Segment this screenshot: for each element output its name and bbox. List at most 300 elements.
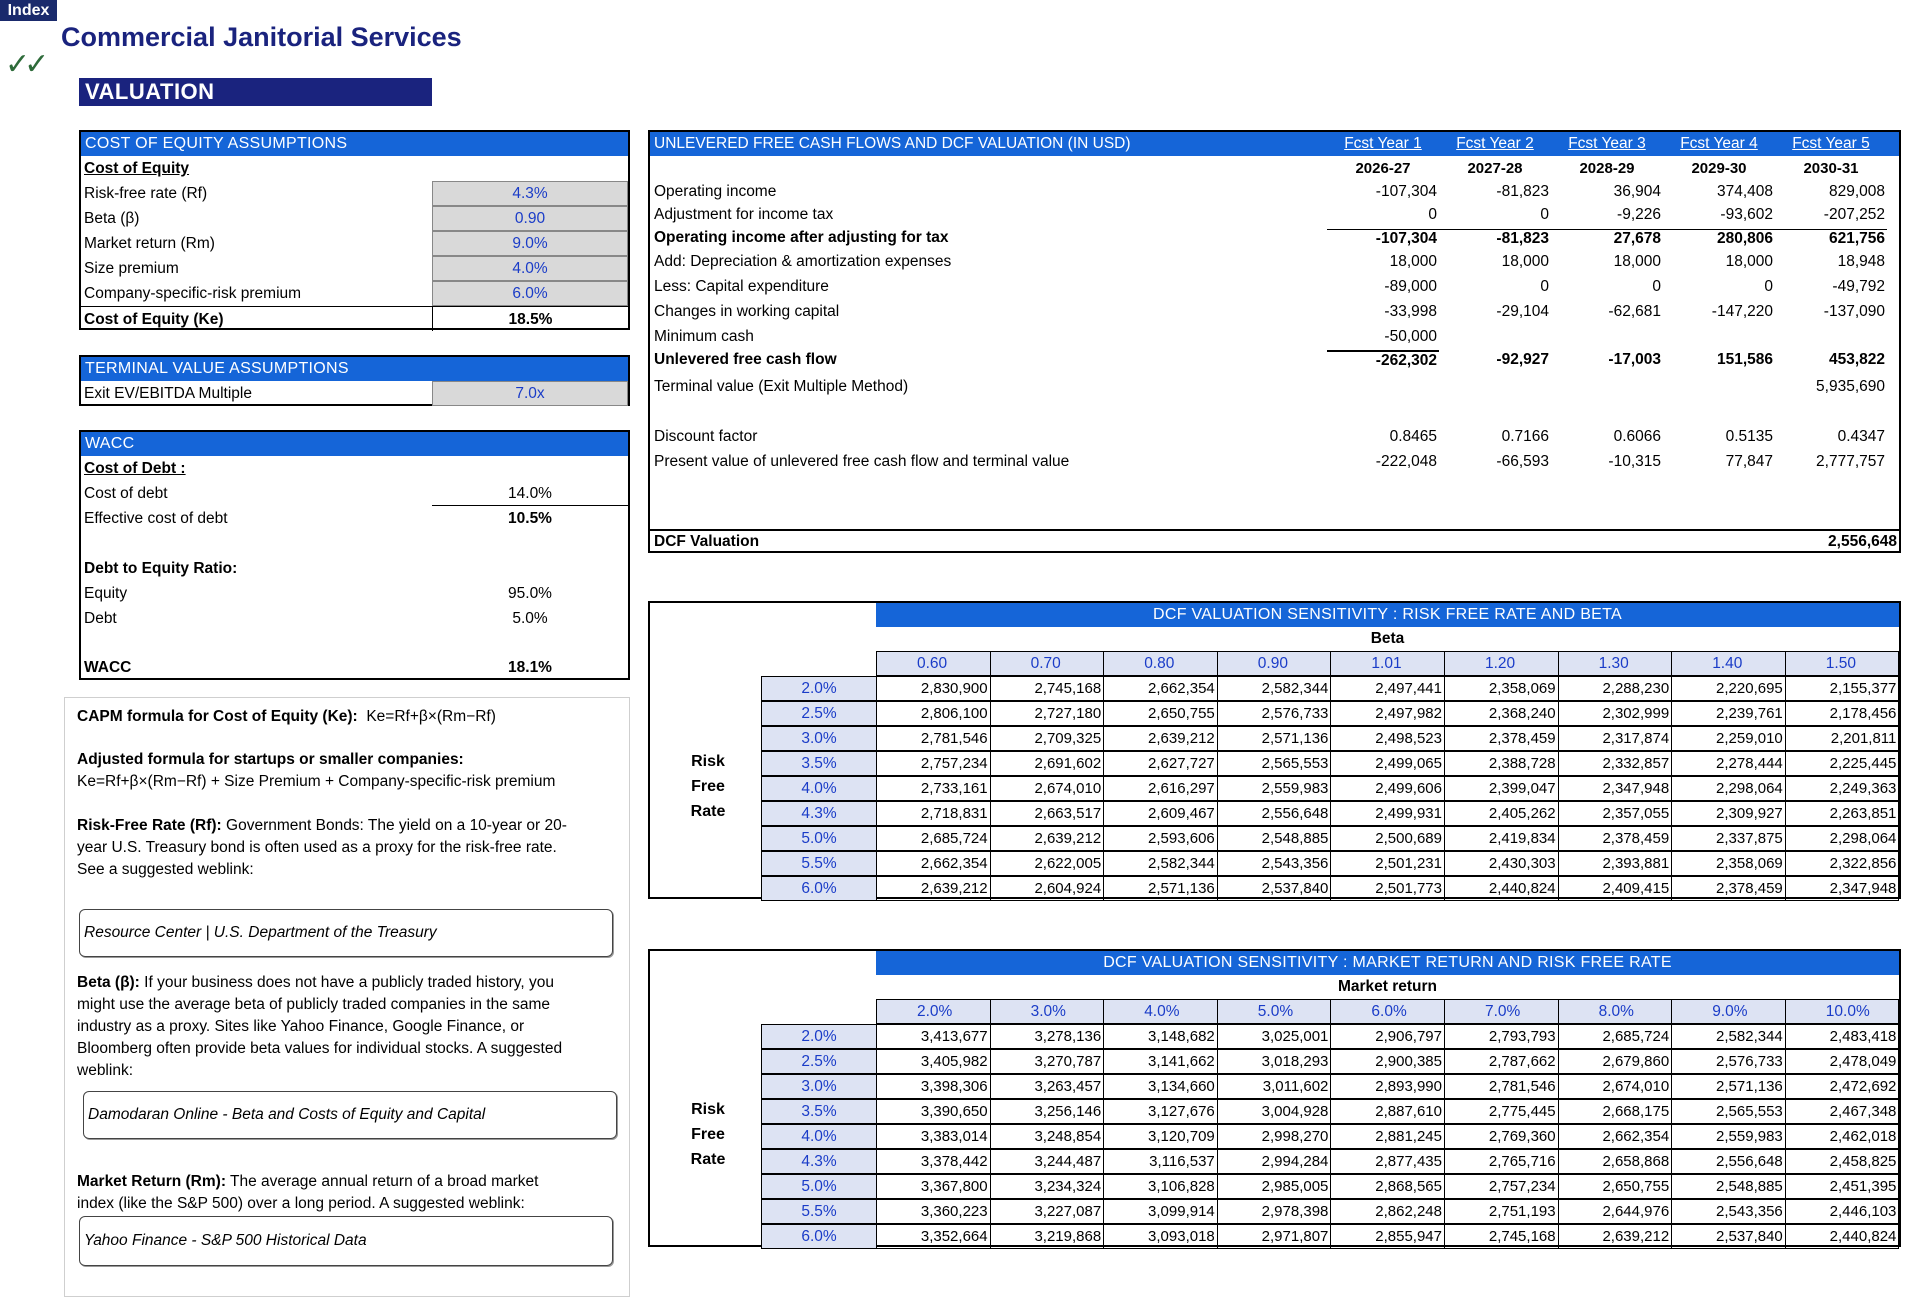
sensitivity-cell: 3,367,800 xyxy=(876,1174,991,1199)
sensitivity-cell: 2,499,606 xyxy=(1330,776,1445,801)
sensitivity-cell: 2,576,733 xyxy=(1671,1049,1786,1074)
sensitivity-cell: 2,201,811 xyxy=(1785,726,1900,751)
size-premium-input[interactable]: 4.0% xyxy=(432,256,628,281)
sensitivity-cell: 2,639,212 xyxy=(876,876,991,901)
sensitivity-cell: 2,576,733 xyxy=(1217,701,1332,726)
sensitivity-cell: 2,440,824 xyxy=(1444,876,1559,901)
sensitivity-cell: 2,499,065 xyxy=(1330,751,1445,776)
column-header: 3.0% xyxy=(990,999,1105,1024)
dcf-cell: 18,948 xyxy=(1837,253,1885,270)
sensitivity-cell: 2,409,415 xyxy=(1558,876,1673,901)
sensitivity-cell: 2,679,860 xyxy=(1558,1049,1673,1074)
column-header: 1.01 xyxy=(1330,651,1445,676)
row-axis-label: Risk xyxy=(691,1101,725,1118)
sensitivity-cell: 2,565,553 xyxy=(1217,751,1332,776)
adjusted-heading: Adjusted formula for startups or smaller companies: xyxy=(77,751,464,768)
yahoo-finance-link[interactable]: Yahoo Finance - S&P 500 Historical Data xyxy=(79,1216,613,1266)
dcf-cell: 0 xyxy=(1652,278,1661,295)
sensitivity-cell: 2,709,325 xyxy=(990,726,1105,751)
dcf-row-label: Operating income after adjusting for tax xyxy=(654,229,949,246)
sensitivity-cell: 2,249,363 xyxy=(1785,776,1900,801)
dcf-cell: 151,586 xyxy=(1716,351,1773,368)
sensitivity-risk-free-beta xyxy=(648,601,1901,899)
sensitivity-cell: 2,446,103 xyxy=(1785,1199,1900,1224)
dcf-cell: 0.4347 xyxy=(1837,428,1885,445)
dcf-valuation-value: 2,556,648 xyxy=(1828,533,1897,550)
dcf-cell: -81,823 xyxy=(1496,183,1549,200)
column-axis-label: Beta xyxy=(1370,630,1405,647)
sensitivity-cell: 3,018,293 xyxy=(1217,1049,1332,1074)
sensitivity-cell: 2,877,435 xyxy=(1330,1149,1445,1174)
sensitivity-cell: 2,497,441 xyxy=(1330,676,1445,701)
wacc-panel xyxy=(79,430,630,680)
company-risk-premium-input[interactable]: 6.0% xyxy=(432,281,628,306)
coe-label: Market return (Rm) xyxy=(84,235,215,252)
sensitivity-cell: 3,270,787 xyxy=(990,1049,1105,1074)
cost-of-equity-panel xyxy=(79,130,630,330)
sensitivity-cell: 3,405,982 xyxy=(876,1049,991,1074)
sensitivity-cell: 2,347,948 xyxy=(1558,776,1673,801)
sensitivity-cell: 2,757,234 xyxy=(1444,1174,1559,1199)
sensitivity-cell: 3,360,223 xyxy=(876,1199,991,1224)
sensitivity-cell: 2,548,885 xyxy=(1217,826,1332,851)
wacc-total-label: WACC xyxy=(84,659,132,676)
dcf-cell: -49,792 xyxy=(1832,278,1885,295)
sensitivity-cell: 2,239,761 xyxy=(1671,701,1786,726)
dcf-valuation-label: DCF Valuation xyxy=(654,533,760,550)
column-header: 0.80 xyxy=(1103,651,1218,676)
dcf-cell: 621,756 xyxy=(1775,229,1887,248)
sensitivity-cell: 2,543,356 xyxy=(1671,1199,1786,1224)
sensitivity-cell: 3,244,487 xyxy=(990,1149,1105,1174)
sensitivity-cell: 2,971,807 xyxy=(1217,1224,1332,1249)
dcf-cell: -89,000 xyxy=(1384,278,1437,295)
sensitivity-cell: 2,178,456 xyxy=(1785,701,1900,726)
sensitivity-cell: 2,347,948 xyxy=(1785,876,1900,901)
sensitivity-cell: 2,616,297 xyxy=(1103,776,1218,801)
dcf-cell: -147,220 xyxy=(1711,303,1773,320)
dcf-row-label: Present value of unlevered free cash flow and terminal value xyxy=(654,453,1070,470)
sensitivity-cell: 2,751,193 xyxy=(1444,1199,1559,1224)
beta-text: industry as a proxy. Sites like Yahoo Finance, Google Finance, or xyxy=(77,1018,525,1035)
sensitivity-cell: 2,559,983 xyxy=(1217,776,1332,801)
sensitivity-cell: 2,609,467 xyxy=(1103,801,1218,826)
sensitivity-cell: 2,745,168 xyxy=(1444,1224,1559,1249)
dcf-cell: 0.6066 xyxy=(1613,428,1661,445)
column-header: 1.50 xyxy=(1785,651,1900,676)
market-return-heading: Market Return (Rm): xyxy=(77,1173,226,1190)
row-header: 5.0% xyxy=(761,1174,877,1199)
row-header: 4.3% xyxy=(761,801,877,826)
sensitivity-cell: 2,378,459 xyxy=(1444,726,1559,751)
sensitivity-cell: 2,862,248 xyxy=(1330,1199,1445,1224)
sensitivity-cell: 2,781,546 xyxy=(1444,1074,1559,1099)
column-header: 1.40 xyxy=(1671,651,1786,676)
sensitivity-cell: 2,288,230 xyxy=(1558,676,1673,701)
sensitivity-cell: 2,668,175 xyxy=(1558,1099,1673,1124)
sensitivity-cell: 2,571,136 xyxy=(1671,1074,1786,1099)
column-header: 9.0% xyxy=(1671,999,1786,1024)
year-label: Fcst Year 1 xyxy=(1344,135,1422,152)
sensitivity-cell: 2,556,648 xyxy=(1671,1149,1786,1174)
debt-value: 5.0% xyxy=(512,610,548,627)
wacc-header: WACC xyxy=(81,432,628,456)
cost-of-equity-subheader: Cost of Equity xyxy=(84,160,190,177)
year-period: 2026-27 xyxy=(1355,160,1411,177)
column-header: 0.90 xyxy=(1217,651,1332,676)
dcf-cell: 27,678 xyxy=(1551,229,1663,248)
row-header: 3.5% xyxy=(761,751,877,776)
column-header: 0.70 xyxy=(990,651,1105,676)
dcf-cell: 0.8465 xyxy=(1389,428,1437,445)
sensitivity-cell: 3,383,014 xyxy=(876,1124,991,1149)
sensitivity-cell: 2,985,005 xyxy=(1217,1174,1332,1199)
workbook-title: Commercial Janitorial Services xyxy=(61,22,462,52)
row-axis-label: Risk xyxy=(691,753,725,770)
column-header: 7.0% xyxy=(1444,999,1559,1024)
dcf-row-label: Minimum cash xyxy=(654,328,754,345)
sensitivity-cell: 2,604,924 xyxy=(990,876,1105,901)
sensitivity-cell: 2,650,755 xyxy=(1558,1174,1673,1199)
sensitivity-cell: 3,263,457 xyxy=(990,1074,1105,1099)
sensitivity-cell: 3,025,001 xyxy=(1217,1024,1332,1049)
sensitivity-cell: 3,120,709 xyxy=(1103,1124,1218,1149)
capm-formula: Ke=Rf+β×(Rm−Rf) xyxy=(366,708,496,725)
sensitivity-cell: 2,757,234 xyxy=(876,751,991,776)
sensitivity-cell: 2,806,100 xyxy=(876,701,991,726)
terminal-value-header: TERMINAL VALUE ASSUMPTIONS xyxy=(81,357,628,381)
treasury-link[interactable]: Resource Center | U.S. Department of the Treasury xyxy=(79,909,613,957)
column-header: 1.20 xyxy=(1444,651,1559,676)
year-label: Fcst Year 3 xyxy=(1568,135,1646,152)
sensitivity-cell: 2,302,999 xyxy=(1558,701,1673,726)
dcf-cell: -107,304 xyxy=(1375,183,1437,200)
year-period: 2027-28 xyxy=(1467,160,1523,177)
dcf-row-label: Operating income xyxy=(654,183,777,200)
index-button[interactable]: Index xyxy=(0,0,57,21)
row-header: 5.5% xyxy=(761,1199,877,1224)
cost-of-debt-value: 14.0% xyxy=(432,481,628,506)
notes-panel xyxy=(64,697,630,1297)
dcf-cell: -137,090 xyxy=(1823,303,1885,320)
sensitivity-cell: 2,322,856 xyxy=(1785,851,1900,876)
dcf-cell: 0 xyxy=(1540,278,1549,295)
column-header: 0.60 xyxy=(876,651,991,676)
dcf-cell: -262,302 xyxy=(1327,351,1439,370)
sensitivity-cell: 3,219,868 xyxy=(990,1224,1105,1249)
debt-label: Debt xyxy=(84,610,117,627)
row-header: 4.3% xyxy=(761,1149,877,1174)
sensitivity-cell: 2,368,240 xyxy=(1444,701,1559,726)
sensitivity-cell: 2,685,724 xyxy=(1558,1024,1673,1049)
sensitivity-cell: 2,220,695 xyxy=(1671,676,1786,701)
sensitivity-cell: 2,830,900 xyxy=(876,676,991,701)
sensitivity-cell: 2,278,444 xyxy=(1671,751,1786,776)
column-header: 1.30 xyxy=(1558,651,1673,676)
sensitivity-cell: 2,644,976 xyxy=(1558,1199,1673,1224)
sensitivity-cell: 2,388,728 xyxy=(1444,751,1559,776)
wacc-total-value: 18.1% xyxy=(508,659,552,676)
rf-heading: Risk-Free Rate (Rf): xyxy=(77,817,222,834)
sensitivity-cell: 3,390,650 xyxy=(876,1099,991,1124)
equity-value: 95.0% xyxy=(508,585,552,602)
terminal-value-panel xyxy=(79,355,630,406)
dcf-cell: -92,927 xyxy=(1496,351,1549,368)
sensitivity-cell: 2,497,982 xyxy=(1330,701,1445,726)
sensitivity-cell: 2,309,927 xyxy=(1671,801,1786,826)
sensitivity-cell: 2,399,047 xyxy=(1444,776,1559,801)
sensitivity-cell: 2,674,010 xyxy=(990,776,1105,801)
row-axis-label: Free xyxy=(691,1126,725,1143)
dcf-cell: 0 xyxy=(1540,206,1549,223)
effective-cost-label: Effective cost of debt xyxy=(84,510,228,527)
dcf-cell: 5,935,690 xyxy=(1816,378,1885,395)
adjusted-formula: Ke=Rf+β×(Rm−Rf) + Size Premium + Company-specific-risk premium xyxy=(77,773,556,790)
dcf-cell: 36,904 xyxy=(1613,183,1661,200)
sensitivity-cell: 2,639,212 xyxy=(1558,1224,1673,1249)
sensitivity-cell: 2,593,606 xyxy=(1103,826,1218,851)
sensitivity-cell: 2,868,565 xyxy=(1330,1174,1445,1199)
sensitivity-cell: 3,398,306 xyxy=(876,1074,991,1099)
column-header: 8.0% xyxy=(1558,999,1673,1024)
year-period: 2028-29 xyxy=(1579,160,1635,177)
sensitivity-cell: 3,004,928 xyxy=(1217,1099,1332,1124)
sensitivity-cell: 3,256,146 xyxy=(990,1099,1105,1124)
total-rule xyxy=(1327,350,1439,351)
sensitivity-cell: 3,093,018 xyxy=(1103,1224,1218,1249)
sensitivity-cell: 2,419,834 xyxy=(1444,826,1559,851)
sensitivity-cell: 2,674,010 xyxy=(1558,1074,1673,1099)
sensitivity-cell: 2,483,418 xyxy=(1785,1024,1900,1049)
sensitivity-cell: 2,855,947 xyxy=(1330,1224,1445,1249)
sensitivity-cell: 2,548,885 xyxy=(1671,1174,1786,1199)
sensitivity-cell: 2,405,262 xyxy=(1444,801,1559,826)
sensitivity-cell: 2,357,055 xyxy=(1558,801,1673,826)
sensitivity-cell: 2,378,459 xyxy=(1671,876,1786,901)
rf-text: year U.S. Treasury bond is often used as a proxy for the risk-free rate. xyxy=(77,839,557,856)
dcf-cell: 18,000 xyxy=(1389,253,1437,270)
rf-text: See a suggested weblink: xyxy=(77,861,254,878)
risk-free-rate-input[interactable]: 4.3% xyxy=(432,181,628,206)
sensitivity-cell: 3,227,087 xyxy=(990,1199,1105,1224)
sensitivity-cell: 2,571,136 xyxy=(1217,726,1332,751)
dcf-cell: 829,008 xyxy=(1828,183,1885,200)
row-header: 5.5% xyxy=(761,851,877,876)
sensitivity-cell: 2,685,724 xyxy=(876,826,991,851)
row-axis-label: Rate xyxy=(690,803,726,820)
dcf-row-label: Terminal value (Exit Multiple Method) xyxy=(654,378,909,395)
sensitivity-cell: 2,259,010 xyxy=(1671,726,1786,751)
dcf-cell: -81,823 xyxy=(1439,229,1551,248)
sensitivity-market-return-risk-free xyxy=(648,949,1901,1247)
dcf-cell: 77,847 xyxy=(1725,453,1773,470)
dcf-table xyxy=(648,130,1901,553)
sensitivity-cell: 2,622,005 xyxy=(990,851,1105,876)
dcf-row-label: Add: Depreciation & amortization expenses xyxy=(654,253,952,270)
sensitivity-cell: 2,498,523 xyxy=(1330,726,1445,751)
beta-heading: Beta (β): xyxy=(77,974,140,991)
sensitivity-cell: 3,413,677 xyxy=(876,1024,991,1049)
dcf-cell: 0.7166 xyxy=(1501,428,1549,445)
dcf-row-label: Discount factor xyxy=(654,428,758,445)
sensitivity-cell: 2,639,212 xyxy=(1103,726,1218,751)
dcf-cell: 18,000 xyxy=(1613,253,1661,270)
dcf-cell: -17,003 xyxy=(1608,351,1661,368)
coe-label: Size premium xyxy=(84,260,179,277)
cost-of-equity-total-label: Cost of Equity (Ke) xyxy=(84,311,224,328)
dcf-row-label: Unlevered free cash flow xyxy=(654,351,837,368)
sensitivity-cell: 2,556,648 xyxy=(1217,801,1332,826)
dcf-cell: 280,806 xyxy=(1663,229,1775,248)
sensitivity-cell: 2,332,857 xyxy=(1558,751,1673,776)
sensitivity-cell: 3,248,854 xyxy=(990,1124,1105,1149)
sensitivity-cell: 3,352,664 xyxy=(876,1224,991,1249)
equity-label: Equity xyxy=(84,585,128,602)
sensitivity-cell: 2,906,797 xyxy=(1330,1024,1445,1049)
sensitivity-header: DCF VALUATION SENSITIVITY : RISK FREE RATE AND BETA xyxy=(876,603,1899,627)
year-label: Fcst Year 5 xyxy=(1792,135,1870,152)
row-header: 4.0% xyxy=(761,1124,877,1149)
sensitivity-cell: 2,298,064 xyxy=(1785,826,1900,851)
sensitivity-cell: 2,501,231 xyxy=(1330,851,1445,876)
year-period: 2030-31 xyxy=(1803,160,1859,177)
dcf-cell: -222,048 xyxy=(1375,453,1437,470)
dcf-header-title: UNLEVERED FREE CASH FLOWS AND DCF VALUATION (IN USD) xyxy=(654,135,1131,152)
sensitivity-cell: 2,887,610 xyxy=(1330,1099,1445,1124)
sensitivity-cell: 2,462,018 xyxy=(1785,1124,1900,1149)
sensitivity-cell: 3,116,537 xyxy=(1103,1149,1218,1174)
column-header: 5.0% xyxy=(1217,999,1332,1024)
sensitivity-cell: 2,662,354 xyxy=(1558,1124,1673,1149)
sensitivity-cell: 2,733,161 xyxy=(876,776,991,801)
sensitivity-cell: 2,718,831 xyxy=(876,801,991,826)
sensitivity-cell: 2,781,546 xyxy=(876,726,991,751)
sensitivity-cell: 2,478,049 xyxy=(1785,1049,1900,1074)
coe-label: Company-specific-risk premium xyxy=(84,285,302,302)
sensitivity-cell: 2,571,136 xyxy=(1103,876,1218,901)
exit-multiple-input[interactable]: 7.0x xyxy=(432,381,628,406)
dcf-cell: -66,593 xyxy=(1496,453,1549,470)
beta-input[interactable]: 0.90 xyxy=(432,206,628,231)
dcf-cell: 453,822 xyxy=(1828,351,1885,368)
sensitivity-cell: 2,691,602 xyxy=(990,751,1105,776)
sensitivity-cell: 2,627,727 xyxy=(1103,751,1218,776)
row-header: 2.0% xyxy=(761,676,877,701)
dcf-header xyxy=(650,132,1899,156)
year-period: 2029-30 xyxy=(1691,160,1747,177)
sensitivity-cell: 2,658,868 xyxy=(1558,1149,1673,1174)
checkmark-icon: ✓✓ xyxy=(5,48,44,81)
damodaran-link[interactable]: Damodaran Online - Beta and Costs of Equity and Capital xyxy=(83,1091,617,1139)
exit-multiple-label: Exit EV/EBITDA Multiple xyxy=(84,385,252,402)
year-label: Fcst Year 2 xyxy=(1456,135,1534,152)
market-return-input[interactable]: 9.0% xyxy=(432,231,628,256)
sensitivity-cell: 2,472,692 xyxy=(1785,1074,1900,1099)
beta-text: Bloomberg often provide beta values for individual stocks. A suggested xyxy=(77,1040,563,1057)
sensitivity-header: DCF VALUATION SENSITIVITY : MARKET RETURN AND RISK FREE RATE xyxy=(876,951,1899,975)
sensitivity-cell: 3,106,828 xyxy=(1103,1174,1218,1199)
sensitivity-cell: 2,358,069 xyxy=(1444,676,1559,701)
sensitivity-cell: 2,458,825 xyxy=(1785,1149,1900,1174)
sensitivity-cell: 2,787,662 xyxy=(1444,1049,1559,1074)
dcf-cell: -9,226 xyxy=(1617,206,1661,223)
row-header: 6.0% xyxy=(761,1224,877,1249)
dcf-cell: -29,104 xyxy=(1496,303,1549,320)
sensitivity-cell: 3,134,660 xyxy=(1103,1074,1218,1099)
row-axis-label: Free xyxy=(691,778,725,795)
sensitivity-cell: 3,011,602 xyxy=(1217,1074,1332,1099)
row-header: 6.0% xyxy=(761,876,877,901)
column-header: 2.0% xyxy=(876,999,991,1024)
sensitivity-cell: 2,501,773 xyxy=(1330,876,1445,901)
dcf-cell: 18,000 xyxy=(1725,253,1773,270)
dcf-row-label: Changes in working capital xyxy=(654,303,840,320)
dcf-row-label: Less: Capital expenditure xyxy=(654,278,829,295)
sensitivity-cell: 2,775,445 xyxy=(1444,1099,1559,1124)
rf-text: Government Bonds: The yield on a 10-year or 20- xyxy=(226,817,567,834)
sensitivity-cell: 2,378,459 xyxy=(1558,826,1673,851)
row-header: 5.0% xyxy=(761,826,877,851)
sensitivity-cell: 2,358,069 xyxy=(1671,851,1786,876)
sensitivity-cell: 2,337,875 xyxy=(1671,826,1786,851)
column-header: 10.0% xyxy=(1785,999,1900,1024)
sensitivity-cell: 2,663,517 xyxy=(990,801,1105,826)
dcf-cell: 0 xyxy=(1428,206,1437,223)
sensitivity-cell: 2,893,990 xyxy=(1330,1074,1445,1099)
sensitivity-cell: 2,582,344 xyxy=(1671,1024,1786,1049)
dcf-cell: -62,681 xyxy=(1608,303,1661,320)
sensitivity-cell: 2,537,840 xyxy=(1671,1224,1786,1249)
cost-of-equity-header: COST OF EQUITY ASSUMPTIONS xyxy=(81,132,628,156)
dcf-row-label: Adjustment for income tax xyxy=(654,206,834,223)
section-title: VALUATION xyxy=(79,78,432,106)
sensitivity-cell: 2,499,931 xyxy=(1330,801,1445,826)
row-header: 3.0% xyxy=(761,726,877,751)
sensitivity-cell: 2,565,553 xyxy=(1671,1099,1786,1124)
row-header: 2.5% xyxy=(761,701,877,726)
column-header: 6.0% xyxy=(1330,999,1445,1024)
sensitivity-cell: 2,881,245 xyxy=(1330,1124,1445,1149)
market-return-text: index (like the S&P 500) over a long period. A suggested weblink: xyxy=(77,1195,525,1212)
row-header: 2.0% xyxy=(761,1024,877,1049)
sensitivity-cell: 2,155,377 xyxy=(1785,676,1900,701)
sensitivity-cell: 2,440,824 xyxy=(1785,1224,1900,1249)
row-header: 2.5% xyxy=(761,1049,877,1074)
cost-of-equity-total-value: 18.5% xyxy=(432,307,628,331)
dcf-cell: 0.5135 xyxy=(1725,428,1773,445)
sensitivity-cell: 3,127,676 xyxy=(1103,1099,1218,1124)
sensitivity-cell: 2,317,874 xyxy=(1558,726,1673,751)
dcf-cell: 2,777,757 xyxy=(1816,453,1885,470)
sensitivity-cell: 2,765,716 xyxy=(1444,1149,1559,1174)
sensitivity-cell: 2,900,385 xyxy=(1330,1049,1445,1074)
dcf-cell: 0 xyxy=(1764,278,1773,295)
sensitivity-cell: 3,234,324 xyxy=(990,1174,1105,1199)
sensitivity-cell: 3,278,136 xyxy=(990,1024,1105,1049)
sensitivity-cell: 2,662,354 xyxy=(1103,676,1218,701)
sensitivity-cell: 2,745,168 xyxy=(990,676,1105,701)
sensitivity-cell: 2,727,180 xyxy=(990,701,1105,726)
coe-label: Beta (β) xyxy=(84,210,140,227)
sensitivity-cell: 2,559,983 xyxy=(1671,1124,1786,1149)
dcf-cell: -50,000 xyxy=(1384,328,1437,345)
beta-text: weblink: xyxy=(77,1062,133,1079)
beta-text: If your business does not have a publicly traded history, you xyxy=(144,974,555,991)
dcf-cell: -93,602 xyxy=(1720,206,1773,223)
dcf-cell: 374,408 xyxy=(1716,183,1773,200)
market-return-text: The average annual return of a broad market xyxy=(230,1173,539,1190)
sensitivity-cell: 2,994,284 xyxy=(1217,1149,1332,1174)
